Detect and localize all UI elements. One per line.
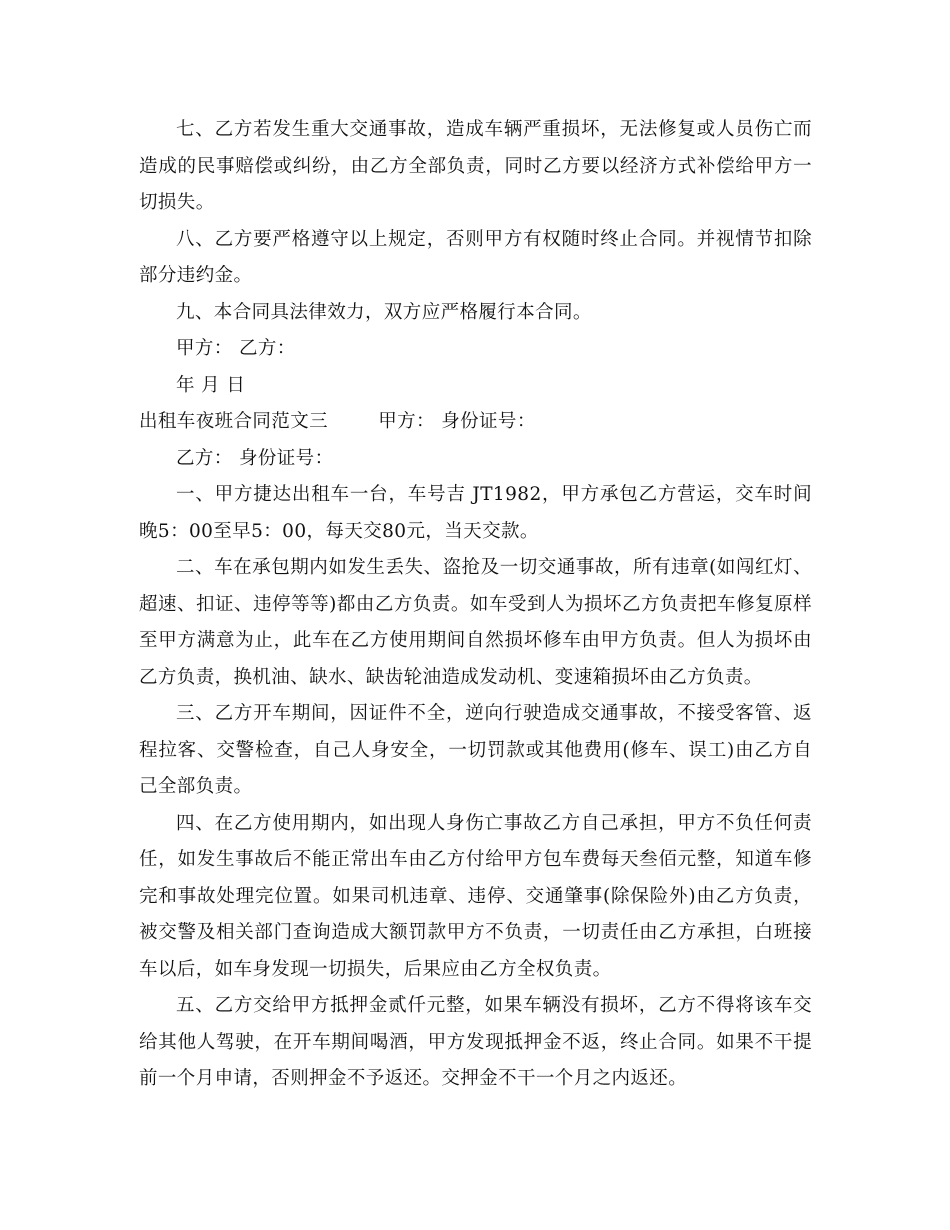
paragraph-clause-7: 七、乙方若发生重大交通事故，造成车辆严重损坏，无法修复或人员伤亡而造成的民事赔偿或纠纷，由乙方全部负责，同时乙方要以经济方式补偿给甲方一切损失。 bbox=[139, 119, 812, 213]
signature-date-line: 年 月 日 bbox=[176, 374, 246, 396]
paragraph-clause-5: 五、乙方交给甲方抵押金贰仟元整，如果车辆没有损坏，乙方不得将该车交给其他人驾驶，在开车期间喝酒，甲方发现抵押金不返，终止合同。如果不干提前一个月申请，否则押金不予返还。交押金不干一个月之内返还。 bbox=[139, 995, 812, 1089]
paragraph-clause-3: 三、乙方开车期间，因证件不全，逆向行驶造成交通事故，不接受客管、返程拉客、交警检查，自己人身安全，一切罚款或其他费用(修车、误工)由乙方自己全部负责。 bbox=[139, 703, 812, 797]
paragraph-clause-1: 一、甲方捷达出租车一台，车号吉 JT1982，甲方承包乙方营运，交车时间晚5：00至早5：00，每天交80元，当天交款。 bbox=[139, 484, 812, 542]
paragraph-clause-8: 八、乙方要严格遵守以上规定，否则甲方有权随时终止合同。并视情节扣除部分违约金。 bbox=[139, 228, 812, 286]
party-b-id-line: 乙方： 身份证号： bbox=[176, 447, 334, 469]
paragraph-clause-9: 九、本合同具法律效力，双方应严格履行本合同。 bbox=[176, 301, 592, 323]
paragraph-clause-2: 二、车在承包期内如发生丢失、盗抢及一切交通事故，所有违章(如闯红灯、超速、扣证、违停等等)都由乙方负责。如车受到人为损坏乙方负责把车修复原样至甲方满意为止，此车在乙方使用期间自然损坏修车由甲方负责。但人为损坏由乙方负责，换机油、缺水、缺齿轮油造成发动机、变速箱损坏由乙方负责。 bbox=[139, 557, 812, 688]
section-title-contract-3: 出租车夜班合同范文三 甲方： 身份证号： bbox=[139, 411, 536, 432]
signature-parties-line: 甲方： 乙方： bbox=[176, 338, 296, 359]
paragraph-clause-4: 四、在乙方使用期内，如出现人身伤亡事故乙方自己承担，甲方不负任何责任，如发生事故后不能正常出车由乙方付给甲方包车费每天叁佰元整，知道车修完和事故处理完位置。如果司机违章、违停、交通肇事(除保险外)由乙方负责，被交警及相关部门查询造成大额罚款甲方不负责，一切责任由乙方承担，白班接车以后，如车身发现一切损失，后果应由乙方全权负责。 bbox=[139, 812, 812, 980]
